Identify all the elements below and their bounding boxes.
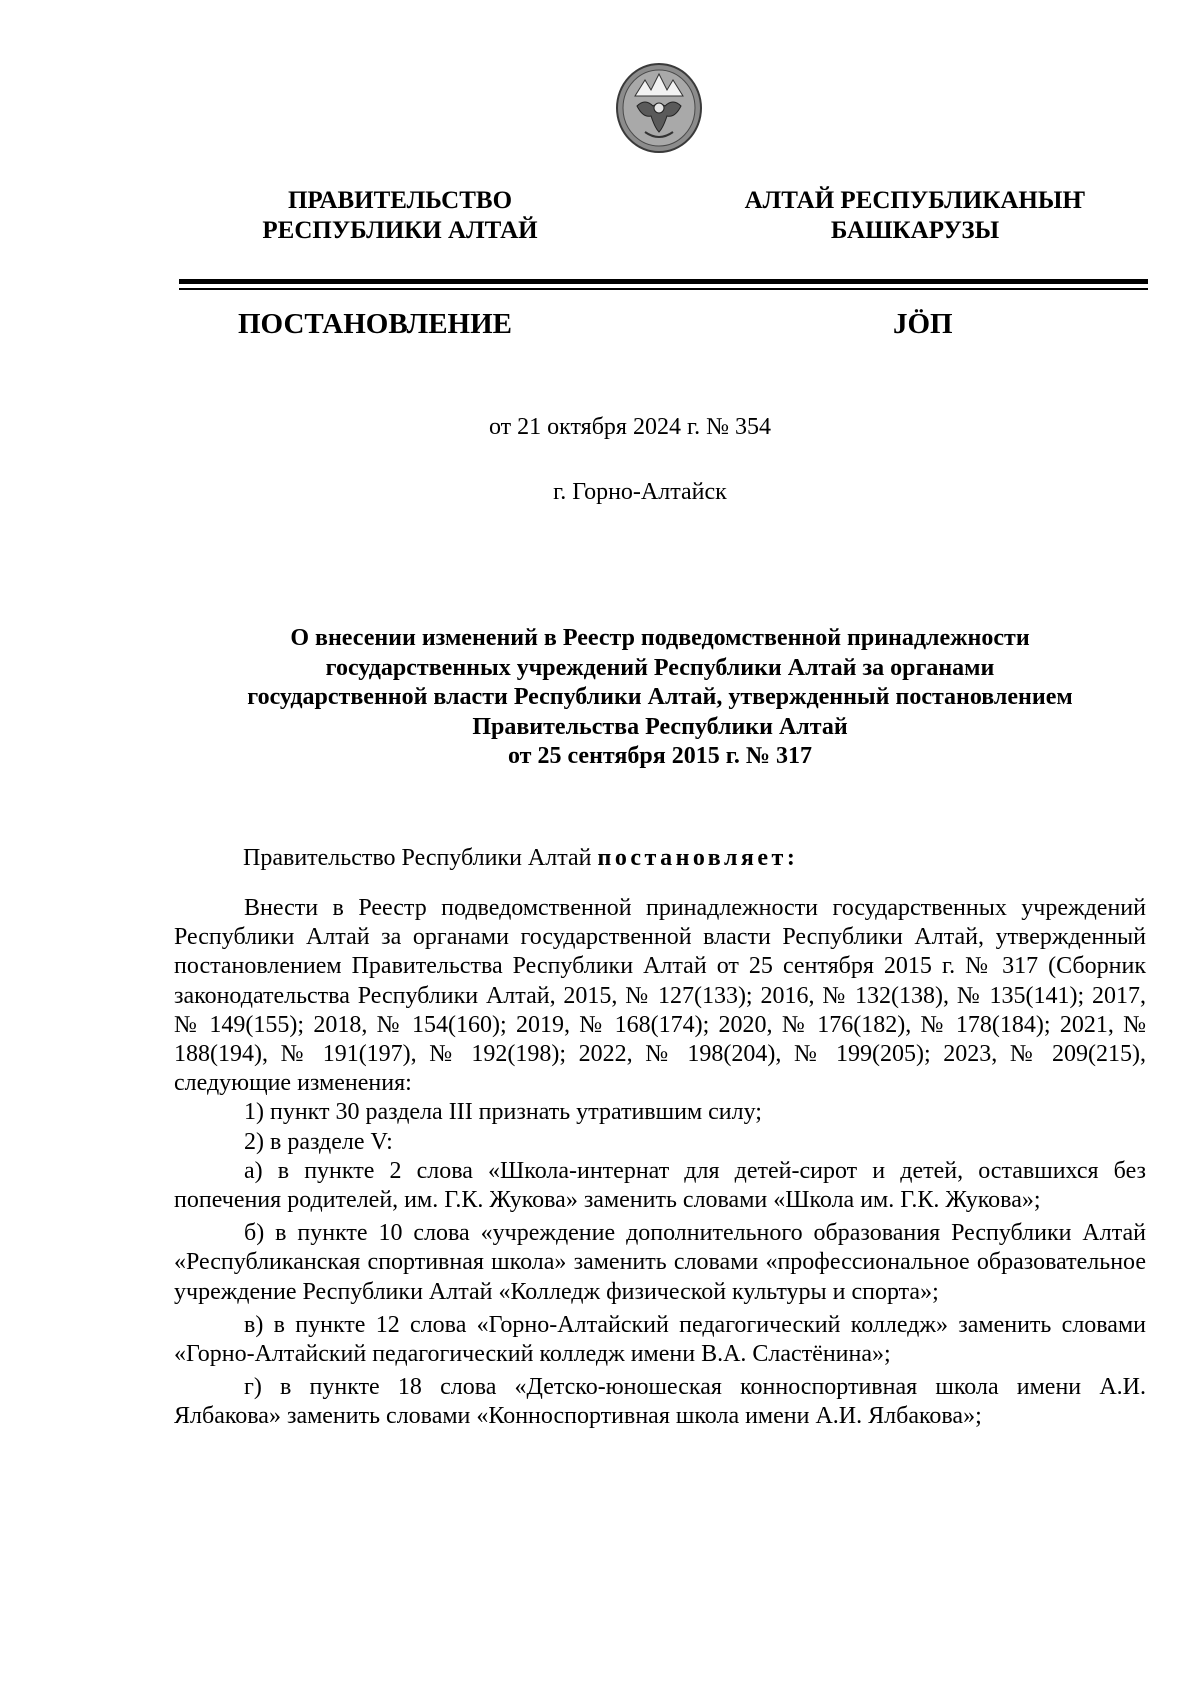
preamble-text: Правительство Республики Алтай xyxy=(243,845,598,871)
title-line: государственных учреждений Республики Алтай за органами xyxy=(325,654,995,681)
preamble xyxy=(243,843,798,873)
government-name-russian xyxy=(230,186,570,246)
body-item-2b: б) в пункте 10 слова «учреждение дополнительного образования Республики Алтай «Республиканская спортивная школа» заменить словами «профессиональное образовательное учреждение Республики Алтай «Колледж физической культуры и спорта»; xyxy=(174,1220,1146,1305)
body-paragraph-intro: Внести в Реестр подведомственной принадлежности государственных учреждений Республики Алтай за органами государственной власти Республики Алтай, утвержденный постановлением Правительства Республики Алтай от 25 сентября 2015 г. № 317 (Сборник законодательства Республики Алтай, 2015, № 127(133); 2016, № 132(138), № 135(141); 2017, № 149(155); 2018, № 154(160); 2019, № 168(174); 2020, № 176(182), № 178(184); 2021, № 188(194), № 191(197), № 192(198); 2022, № 198(204), № 199(205); 2023, № 209(215), следующие изменения: xyxy=(174,895,1146,1097)
body-item-2v: в) в пункте 12 слова «Горно-Алтайский педагогический колледж» заменить словами «Горно-Алтайский педагогический колледж имени В.А. Сластёнина»; xyxy=(174,1311,1146,1368)
government-name-altai xyxy=(715,186,1115,246)
document-body xyxy=(174,894,1146,1432)
body-item-2g: г) в пункте 18 слова «Детско-юношеская конноспортивная школа имени А.И. Ялбакова» заменить словами «Конноспортивная школа имени А.И. Ялбакова»; xyxy=(174,1374,1146,1430)
preamble-verb: постановляет: xyxy=(597,845,799,871)
document-type-russian: ПОСТАНОВЛЕНИЕ xyxy=(238,308,513,340)
body-item-2a: а) в пункте 2 слова «Школа-интернат для детей-сирот и детей, оставшихся без попечения родителей, им. Г.К. Жукова» заменить словами «Школа им. Г.К. Жукова»; xyxy=(174,1157,1146,1214)
header-rule-thick xyxy=(179,279,1148,284)
header-rule-thin xyxy=(179,288,1148,290)
government-name-altai-line1: АЛТАЙ РЕСПУБЛИКАНЫҤ xyxy=(744,187,1086,214)
government-name-altai-line2: БАШКАРУЗЫ xyxy=(830,217,1000,244)
document-type-altai: JÖП xyxy=(893,308,953,340)
document-city: г. Горно-Алтайск xyxy=(553,479,727,505)
body-item-1: 1) пункт 30 раздела III признать утратившим силу; xyxy=(244,1099,762,1126)
document-title xyxy=(170,624,1150,772)
government-name-line2: РЕСПУБЛИКИ АЛТАЙ xyxy=(262,217,538,244)
title-line: О внесении изменений в Реестр подведомственной принадлежности xyxy=(290,625,1030,651)
coat-of-arms-icon xyxy=(615,62,703,154)
government-name-line1: ПРАВИТЕЛЬСТВО xyxy=(287,187,513,214)
title-line: государственной власти Республики Алтай, утвержденный постановлением xyxy=(247,684,1073,710)
body-item-2: 2) в разделе V: xyxy=(244,1128,393,1155)
title-line: Правительства Республики Алтай xyxy=(472,713,848,740)
title-line: от 25 сентября 2015 г. № 317 xyxy=(508,743,812,769)
document-date-number: от 21 октября 2024 г. № 354 xyxy=(488,414,771,440)
